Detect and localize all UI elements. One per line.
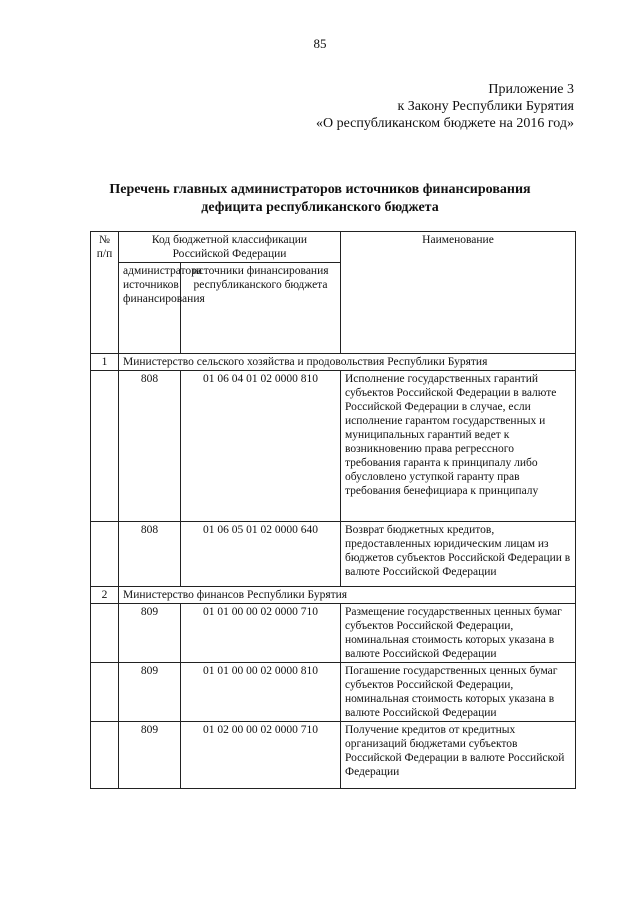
budget-code: 01 01 00 00 02 0000 810	[181, 663, 341, 722]
group-name: Министерство финансов Республики Бурятия	[119, 587, 576, 604]
row-description: Размещение государственных ценных бумаг субъектов Российской Федерации, номинальная стоимость которых указана в валюте Российской Федерации	[341, 604, 576, 663]
page-number: 85	[313, 36, 327, 51]
group-row	[91, 587, 576, 604]
header-name: Наименование	[341, 232, 576, 354]
table-row	[91, 522, 576, 587]
appendix-line: Приложение 3	[488, 82, 574, 97]
table-row	[91, 722, 576, 789]
appendix-header	[316, 81, 574, 132]
row-num-empty	[91, 663, 119, 722]
budget-code: 01 01 00 00 02 0000 710	[181, 604, 341, 663]
table-row	[91, 371, 576, 522]
header-num	[91, 232, 119, 354]
group-num: 1	[91, 354, 119, 371]
admin-code: 809	[119, 663, 181, 722]
header-admin: администратора источников финансирования	[119, 263, 181, 354]
budget-code: 01 06 05 01 02 0000 640	[181, 522, 341, 587]
header-num-line: п/п	[96, 248, 113, 260]
title-line: дефицита республиканского бюджета	[201, 200, 439, 215]
appendix-line: к Закону Республики Бурятия	[397, 99, 574, 114]
row-num-empty	[91, 522, 119, 587]
admin-code: 808	[119, 522, 181, 587]
row-description: Получение кредитов от кредитных организаций бюджетами субъектов Российской Федерации в валюте Российской Федерации	[341, 722, 576, 789]
header-code-group: Код бюджетной классификации Российской Федерации	[119, 232, 341, 263]
header-num-line: №	[99, 234, 110, 246]
admin-code: 809	[119, 722, 181, 789]
row-num-empty	[91, 371, 119, 522]
row-num-empty	[91, 722, 119, 789]
row-num-empty	[91, 604, 119, 663]
group-num: 2	[91, 587, 119, 604]
header-row	[91, 232, 576, 263]
table-row	[91, 604, 576, 663]
document-title	[60, 181, 580, 217]
admin-code: 809	[119, 604, 181, 663]
table-row	[91, 663, 576, 722]
budget-code: 01 02 00 00 02 0000 710	[181, 722, 341, 789]
header-source: источники финансирования республиканского бюджета	[181, 263, 341, 354]
row-description: Погашение государственных ценных бумаг субъектов Российской Федерации, номинальная стоимость которых указана в валюте Российской Федерации	[341, 663, 576, 722]
group-name: Министерство сельского хозяйства и продовольствия Республики Бурятия	[119, 354, 576, 371]
row-description: Возврат бюджетных кредитов, предоставленных юридическим лицам из бюджетов субъектов Российской Федерации в валюте Российской Федерации	[341, 522, 576, 587]
administrators-table	[90, 231, 576, 789]
group-row	[91, 354, 576, 371]
row-description: Исполнение государственных гарантий субъектов Российской Федерации в валюте Российской Федерации в случае, если исполнение гарантом государственных и муниципальных гарантий ведет к возникновению права регрессного требования гаранта к принципалу либо обусловлено уступкой гаранту прав требования бенефициара к принципалу	[341, 371, 576, 522]
title-line: Перечень главных администраторов источников финансирования	[109, 182, 531, 197]
appendix-line: «О республиканском бюджете на 2016 год»	[316, 116, 574, 131]
admin-code: 808	[119, 371, 181, 522]
budget-code: 01 06 04 01 02 0000 810	[181, 371, 341, 522]
